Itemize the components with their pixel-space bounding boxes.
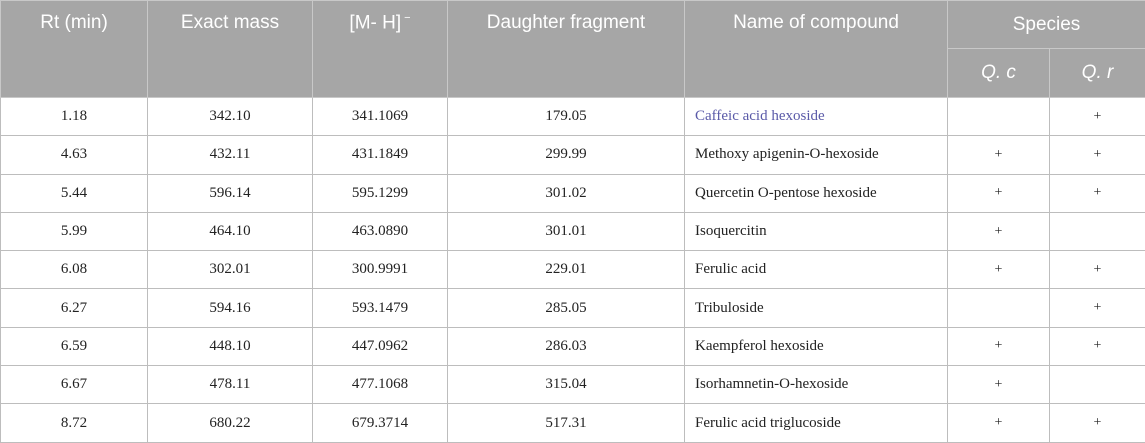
header-daughter-fragment: Daughter fragment bbox=[448, 1, 685, 98]
table-row bbox=[1, 251, 1145, 289]
cell-compound-name: Methoxy apigenin-O-hexoside bbox=[685, 136, 948, 174]
cell-compound-name: Kaempferol hexoside bbox=[685, 327, 948, 365]
table-row bbox=[1, 174, 1145, 212]
table-row bbox=[1, 212, 1145, 250]
table-row bbox=[1, 404, 1145, 442]
cell-species-qr: + bbox=[1050, 289, 1145, 327]
cell-rt: 6.08 bbox=[1, 251, 148, 289]
header-compound-name: Name of compound bbox=[685, 1, 948, 98]
cell-species-qc: + bbox=[948, 212, 1050, 250]
cell-species-qc: + bbox=[948, 404, 1050, 442]
cell-daughter-fragment: 315.04 bbox=[448, 366, 685, 404]
cell-species-qr: + bbox=[1050, 174, 1145, 212]
cell-exact-mass: 478.11 bbox=[148, 366, 313, 404]
cell-species-qr: + bbox=[1050, 136, 1145, 174]
cell-rt: 6.27 bbox=[1, 289, 148, 327]
cell-daughter-fragment: 285.05 bbox=[448, 289, 685, 327]
cell-species-qr: + bbox=[1050, 98, 1145, 136]
table-row bbox=[1, 289, 1145, 327]
cell-ion: 679.3714 bbox=[313, 404, 448, 442]
cell-daughter-fragment: 301.02 bbox=[448, 174, 685, 212]
cell-species-qr: + bbox=[1050, 327, 1145, 365]
table-body bbox=[1, 98, 1145, 443]
cell-exact-mass: 432.11 bbox=[148, 136, 313, 174]
cell-species-qc: + bbox=[948, 251, 1050, 289]
cell-species-qr: + bbox=[1050, 404, 1145, 442]
cell-compound-name: Isoquercitin bbox=[685, 212, 948, 250]
cell-daughter-fragment: 229.01 bbox=[448, 251, 685, 289]
table-header bbox=[1, 1, 1145, 98]
cell-ion: 595.1299 bbox=[313, 174, 448, 212]
cell-rt: 5.44 bbox=[1, 174, 148, 212]
cell-rt: 6.67 bbox=[1, 366, 148, 404]
cell-exact-mass: 302.01 bbox=[148, 251, 313, 289]
header-species-qr: Q. r bbox=[1050, 49, 1145, 98]
cell-species-qc: + bbox=[948, 136, 1050, 174]
cell-rt: 6.59 bbox=[1, 327, 148, 365]
cell-species-qc: + bbox=[948, 174, 1050, 212]
cell-species-qr bbox=[1050, 212, 1145, 250]
header-ion bbox=[313, 1, 448, 98]
cell-species-qr: + bbox=[1050, 251, 1145, 289]
cell-exact-mass: 448.10 bbox=[148, 327, 313, 365]
cell-compound-name: Ferulic acid bbox=[685, 251, 948, 289]
cell-ion: 593.1479 bbox=[313, 289, 448, 327]
cell-ion: 341.1069 bbox=[313, 98, 448, 136]
cell-daughter-fragment: 299.99 bbox=[448, 136, 685, 174]
header-ion-label: [M- H] bbox=[349, 12, 401, 33]
table-row bbox=[1, 136, 1145, 174]
cell-ion: 431.1849 bbox=[313, 136, 448, 174]
header-species-qc: Q. c bbox=[948, 49, 1050, 98]
cell-species-qc: + bbox=[948, 366, 1050, 404]
cell-rt: 4.63 bbox=[1, 136, 148, 174]
header-ion-superscript: − bbox=[404, 12, 410, 24]
cell-daughter-fragment: 179.05 bbox=[448, 98, 685, 136]
cell-compound-name: Quercetin O-pentose hexoside bbox=[685, 174, 948, 212]
cell-species-qc: + bbox=[948, 327, 1050, 365]
header-rt: Rt (min) bbox=[1, 1, 148, 98]
cell-exact-mass: 342.10 bbox=[148, 98, 313, 136]
cell-ion: 300.9991 bbox=[313, 251, 448, 289]
cell-compound-name: Ferulic acid triglucoside bbox=[685, 404, 948, 442]
cell-exact-mass: 464.10 bbox=[148, 212, 313, 250]
cell-daughter-fragment: 301.01 bbox=[448, 212, 685, 250]
cell-exact-mass: 594.16 bbox=[148, 289, 313, 327]
cell-daughter-fragment: 517.31 bbox=[448, 404, 685, 442]
cell-ion: 447.0962 bbox=[313, 327, 448, 365]
table-row bbox=[1, 327, 1145, 365]
header-species: Species bbox=[948, 1, 1145, 49]
cell-rt: 5.99 bbox=[1, 212, 148, 250]
cell-compound-name[interactable]: Caffeic acid hexoside bbox=[685, 98, 948, 136]
table-row bbox=[1, 366, 1145, 404]
cell-ion: 477.1068 bbox=[313, 366, 448, 404]
cell-ion: 463.0890 bbox=[313, 212, 448, 250]
cell-exact-mass: 596.14 bbox=[148, 174, 313, 212]
cell-rt: 1.18 bbox=[1, 98, 148, 136]
cell-compound-name: Tribuloside bbox=[685, 289, 948, 327]
header-exact-mass: Exact mass bbox=[148, 1, 313, 98]
cell-rt: 8.72 bbox=[1, 404, 148, 442]
cell-compound-name: Isorhamnetin-O-hexoside bbox=[685, 366, 948, 404]
table-row bbox=[1, 98, 1145, 136]
cell-exact-mass: 680.22 bbox=[148, 404, 313, 442]
cell-daughter-fragment: 286.03 bbox=[448, 327, 685, 365]
cell-species-qr bbox=[1050, 366, 1145, 404]
cell-species-qc bbox=[948, 289, 1050, 327]
cell-species-qc bbox=[948, 98, 1050, 136]
